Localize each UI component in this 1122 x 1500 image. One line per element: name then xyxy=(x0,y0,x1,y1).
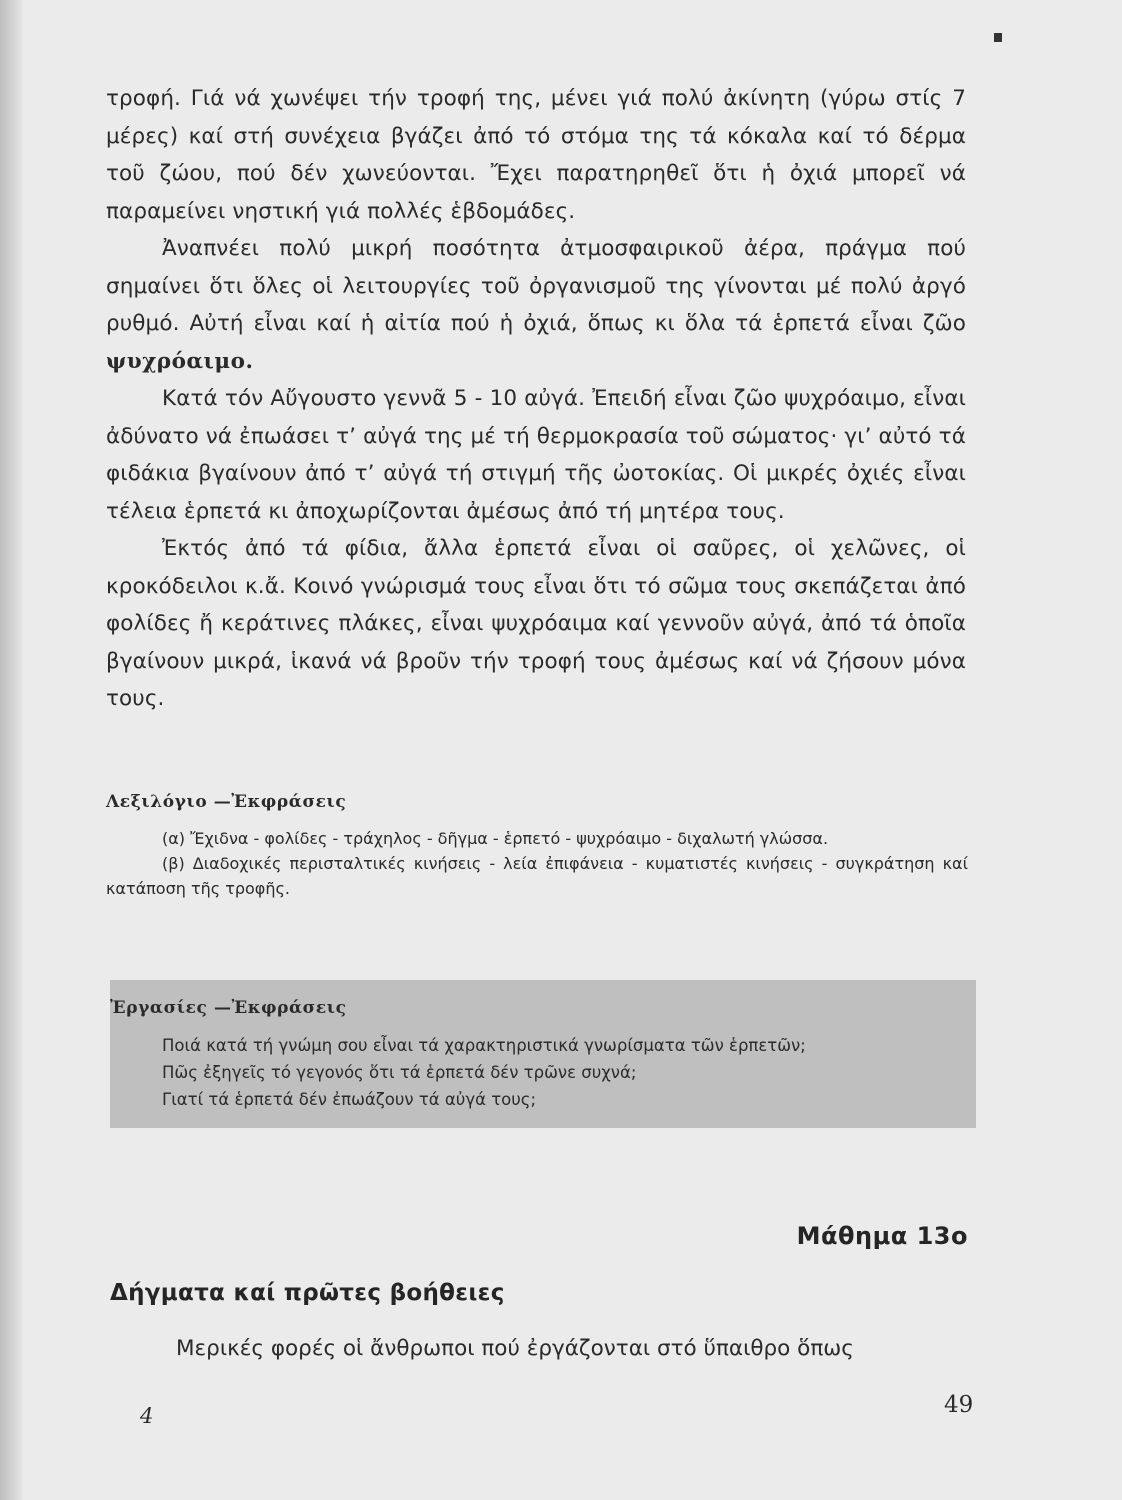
corner-mark xyxy=(994,33,1002,42)
vocabulary-item-a: (α) Ἔχιδνα - φολίδες - τράχηλος - δῆγμα - ἑρπετό - ψυχρόαιμο - διχαλωτή γλώσσα. xyxy=(162,829,829,848)
exercises-box xyxy=(110,980,976,1128)
lesson-title: Δήγματα καί πρῶτες βοήθειες xyxy=(110,1280,505,1306)
lesson-number: Μάθημα 13ο xyxy=(796,1222,968,1250)
exercises-heading: Ἐργασίες —Ἐκφράσεις xyxy=(110,998,347,1018)
exercise-question-3: Γιατί τά ἑρπετά δέν ἐπωάζουν τά αὐγά τους; xyxy=(162,1090,537,1109)
paragraph-breathing-text: Ἀναπνέει πολύ μικρή ποσότητα ἀτμοσφαιρικοῦ ἀέρα, πράγμα πού σημαίνει ὅτι ὅλες οἱ λειτουργίες τοῦ ὀργανισμοῦ της γίνονται μέ πολύ ἀργό ρυθμό. Αὐτή εἶναι καί ἡ αἰτία πού ἡ ὀχιά, ὅπως κι ὅλα τά ἑρπετά εἶναι ζῶο xyxy=(106,236,966,336)
vocabulary-list xyxy=(106,826,968,901)
exercise-question-1: Ποιά κατά τή γνώμη σου εἶναι τά χαρακτηριστικά γνωρίσματα τῶν ἑρπετῶν; xyxy=(162,1036,806,1055)
vocabulary-heading: Λεξιλόγιο —Ἐκφράσεις xyxy=(106,792,347,812)
page-number: 49 xyxy=(944,1392,974,1418)
exercises-list xyxy=(162,1032,974,1113)
signature-mark: 4 xyxy=(140,1404,154,1428)
lesson-first-line: Μερικές φορές οἱ ἄνθρωποι πού ἐργάζονται στό ὕπαιθρο ὅπως xyxy=(176,1336,854,1361)
exercise-question-2: Πῶς ἐξηγεῖς τό γεγονός ὅτι τά ἑρπετά δέν τρῶνε συχνά; xyxy=(162,1063,637,1082)
vocabulary-item-b: (β) Διαδοχικές περισταλτικές κινήσεις - λεία ἐπιφάνεια - κυματιστές κινήσεις - συγκράτηση καί κατάποση τῆς τροφῆς. xyxy=(106,854,968,898)
paragraph-reproduction: Κατά τόν Αὔγουστο γεννᾶ 5 - 10 αὐγά. Ἐπειδή εἶναι ζῶο ψυχρόαιμο, εἶναι ἀδύνατο νά ἐπωάσει τ’ αὐγά της μέ τή θερμοκρασία τοῦ σώματος· γι’ αὐτό τά φιδάκια βγαίνουν ἀπό τ’ αὐγά τή στιγμή τῆς ὠοτοκίας. Οἱ μικρές ὀχιές εἶναι τέλεια ἑρπετά κι ἀποχωρίζονται ἀμέσως ἀπό τή μητέρα τους. xyxy=(106,386,966,524)
main-text xyxy=(106,80,966,718)
paragraph-other-reptiles: Ἐκτός ἀπό τά φίδια, ἄλλα ἑρπετά εἶναι οἱ σαῦρες, οἱ χελῶνες, οἱ κροκόδειλοι κ.ἄ. Κοινό γνώρισμά τους εἶναι ὅτι τό σῶμα τους σκεπάζεται ἀπό φολίδες ἤ κεράτινες πλάκες, εἶναι ψυχρόαιμα καί γεννοῦν αὐγά, ἀπό τά ὁποῖα βγαίνουν μικρά, ἱκανά νά βροῦν τήν τροφή τους ἀμέσως καί νά ζήσουν μόνα τους. xyxy=(106,536,966,711)
page-binding-edge xyxy=(0,0,22,1500)
paragraph-breathing xyxy=(106,230,966,380)
paragraph-continuation: τροφή. Γιά νά χωνέψει τήν τροφή της, μένει γιά πολύ ἀκίνητη (γύρω στίς 7 μέρες) καί στή συνέχεια βγάζει ἀπό τό στόμα της τά κόκαλα καί τό δέρμα τοῦ ζώου, πού δέν χωνεύονται. Ἔχει παρατηρηθεῖ ὅτι ἡ ὀχιά μπορεῖ νά παραμείνει νηστική γιά πολλές ἑβδομάδες. xyxy=(106,86,966,224)
bold-term-cold-blooded: ψυχρόαιμο. xyxy=(106,348,254,374)
